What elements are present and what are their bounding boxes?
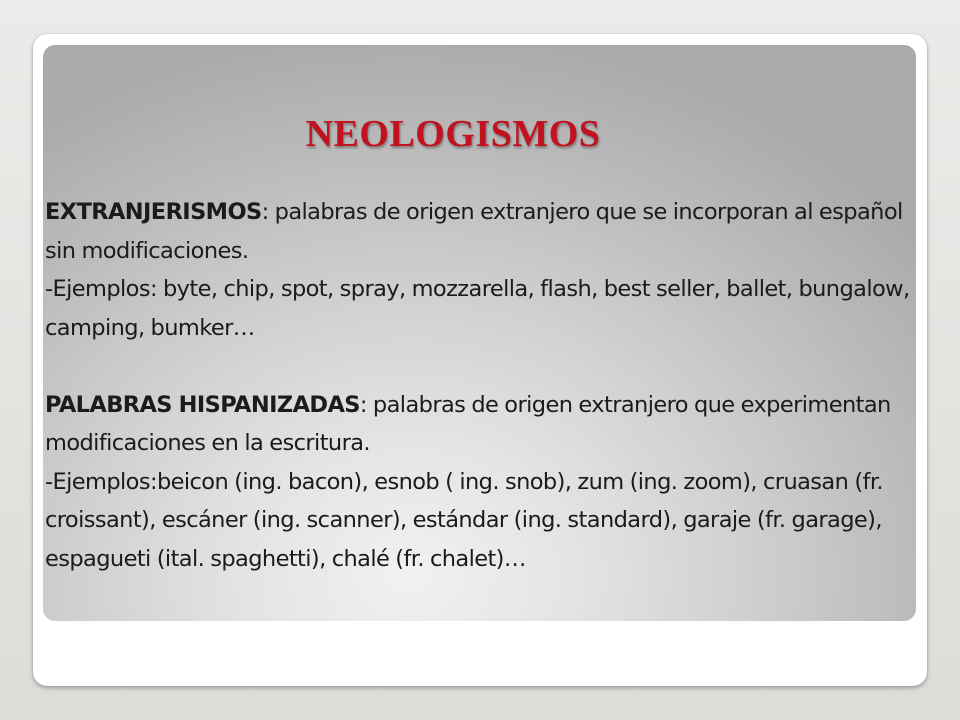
hispanizadas-definition: [45, 386, 911, 463]
hispanizadas-definition-text: : palabras de origen extranjero que experimentan modificaciones en la escritura.: [45, 391, 891, 456]
extranjerismos-term: EXTRANJERISMOS: [45, 199, 262, 225]
slide-title: NEOLOGISMOS: [305, 113, 601, 155]
extranjerismos-examples: -Ejemplos: byte, chip, spot, spray, mozzarella, flash, best seller, ballet, bungalow, camping, bumker…: [45, 276, 910, 341]
slide-body: [45, 193, 911, 578]
hispanizadas-term: PALABRAS HISPANIZADAS: [45, 391, 360, 418]
paragraph-spacer: [45, 347, 911, 386]
extranjerismos-definition-text: : palabras de origen extranjero que se incorporan al español sin modificaciones.: [45, 199, 903, 264]
hispanizadas-examples: -Ejemplos:beicon (ing. bacon), esnob ( ing. snob), zum (ing. zoom), cruasan (fr. croissant), escáner (ing. scanner), estándar (ing. standard), garaje (fr. garage), espagueti (ital. spaghetti), chalé (fr. chalet)…: [45, 468, 883, 572]
extranjerismos-definition: [45, 193, 911, 270]
